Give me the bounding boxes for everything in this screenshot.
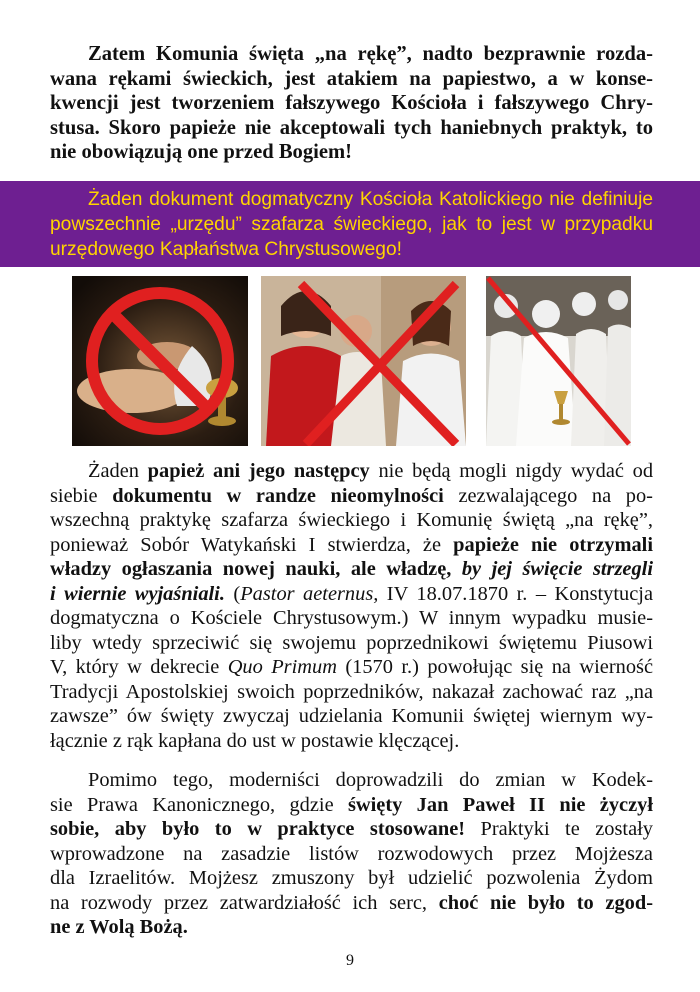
text-line: Zatem Komunia święta „na rękę”, nadto bezprawnie rozda-	[88, 43, 653, 65]
text-line: wszechną praktykę szafarza świeckiego i Komunię świętą „na rękę”,	[50, 509, 653, 531]
banner-text	[50, 187, 653, 262]
text-line: ponieważ Sobór Watykański I stwierdza, że papieże nie otrzymali	[50, 533, 653, 556]
photo-illustration	[486, 276, 631, 446]
text-line: Pomimo tego, moderniści doprowadzili do zmian w Kodek-	[88, 769, 653, 791]
text-line: dogmatyczna o Kościele Chrystusowym.) W innym wypadku musie-	[50, 607, 653, 629]
photo-illustration	[261, 276, 466, 446]
text-line: kwencji jest tworzeniem fałszywego Kościoła i fałszywego Chry-	[50, 92, 653, 114]
text-line: dla Izraelitów. Mojżesz zmuszony był udzielić pozwolenia Żydom	[50, 867, 653, 889]
text-line: liby wtedy sprzeciwić się swojemu poprzednikowi świętemu Piusowi	[50, 631, 653, 654]
text-line: łącznie z rąk kapłana do ust w postawie klęczącej.	[50, 729, 460, 752]
communion-photo-2	[261, 276, 466, 446]
text-line: wprowadzone na zasadzie listów rozwodowych przez Mojżesza	[50, 842, 653, 865]
text-line: nie obowiązują one przed Bogiem!	[50, 141, 353, 163]
page-number: 9	[346, 952, 354, 969]
highlight-banner	[0, 181, 700, 267]
paragraph-modernists	[50, 768, 653, 940]
banner-line: powszechnie „urzędu” szafarza świeckiego, jak to jest w przypadku	[50, 214, 653, 235]
text-line: Tradycji Apostolskiej swoich poprzedników, nakazał zachować raz „na	[50, 680, 653, 703]
text-line: stusa. Skoro papieże nie akceptowali tych haniebnych praktyk, to	[50, 116, 653, 139]
text-line: na rozwody przez zatwardziałość ich serc, choć nie było to zgod-	[50, 891, 653, 914]
paragraph-papal-authority	[50, 459, 653, 753]
text-line: siebie dokumentu w randze nieomylności zezwalającego na po-	[50, 484, 653, 507]
communion-photo-1	[72, 276, 248, 446]
text-line: wana rękami świeckich, jest atakiem na papiestwo, a w konse-	[50, 67, 653, 90]
text-line: sobie, aby było to w praktyce stosowane! Praktyki te zostały	[50, 818, 653, 840]
text-line: Żaden papież ani jego następcy nie będą mogli nigdy wydać od	[88, 460, 654, 482]
text-line: i wiernie wyjaśniali. (Pastor aeternus, IV 18.07.1870 r. – Konstytucja	[50, 582, 654, 605]
text-line: ne z Wolą Bożą.	[50, 916, 188, 938]
text-line: zawsze” ów święty zwyczaj udzielania Komunii świętej wiernym wy-	[50, 705, 653, 727]
photo-illustration	[72, 276, 248, 446]
text-line: V, który w dekrecie Quo Primum (1570 r.) powołując się na wierność	[50, 656, 654, 678]
communion-photo-3	[486, 276, 631, 446]
banner-line: urzędowego Kapłaństwa Chrystusowego!	[50, 239, 402, 260]
paragraph-opening	[50, 42, 653, 165]
banner-line: Żaden dokument dogmatyczny Kościoła Katolickiego nie definiuje	[88, 189, 653, 210]
text-line: władzy ogłaszania nowej nauki, ale władzę, by jej święcie strzegli	[50, 558, 653, 580]
text-line: sie Prawa Kanonicznego, gdzie święty Jan Paweł II nie życzył	[50, 793, 653, 816]
